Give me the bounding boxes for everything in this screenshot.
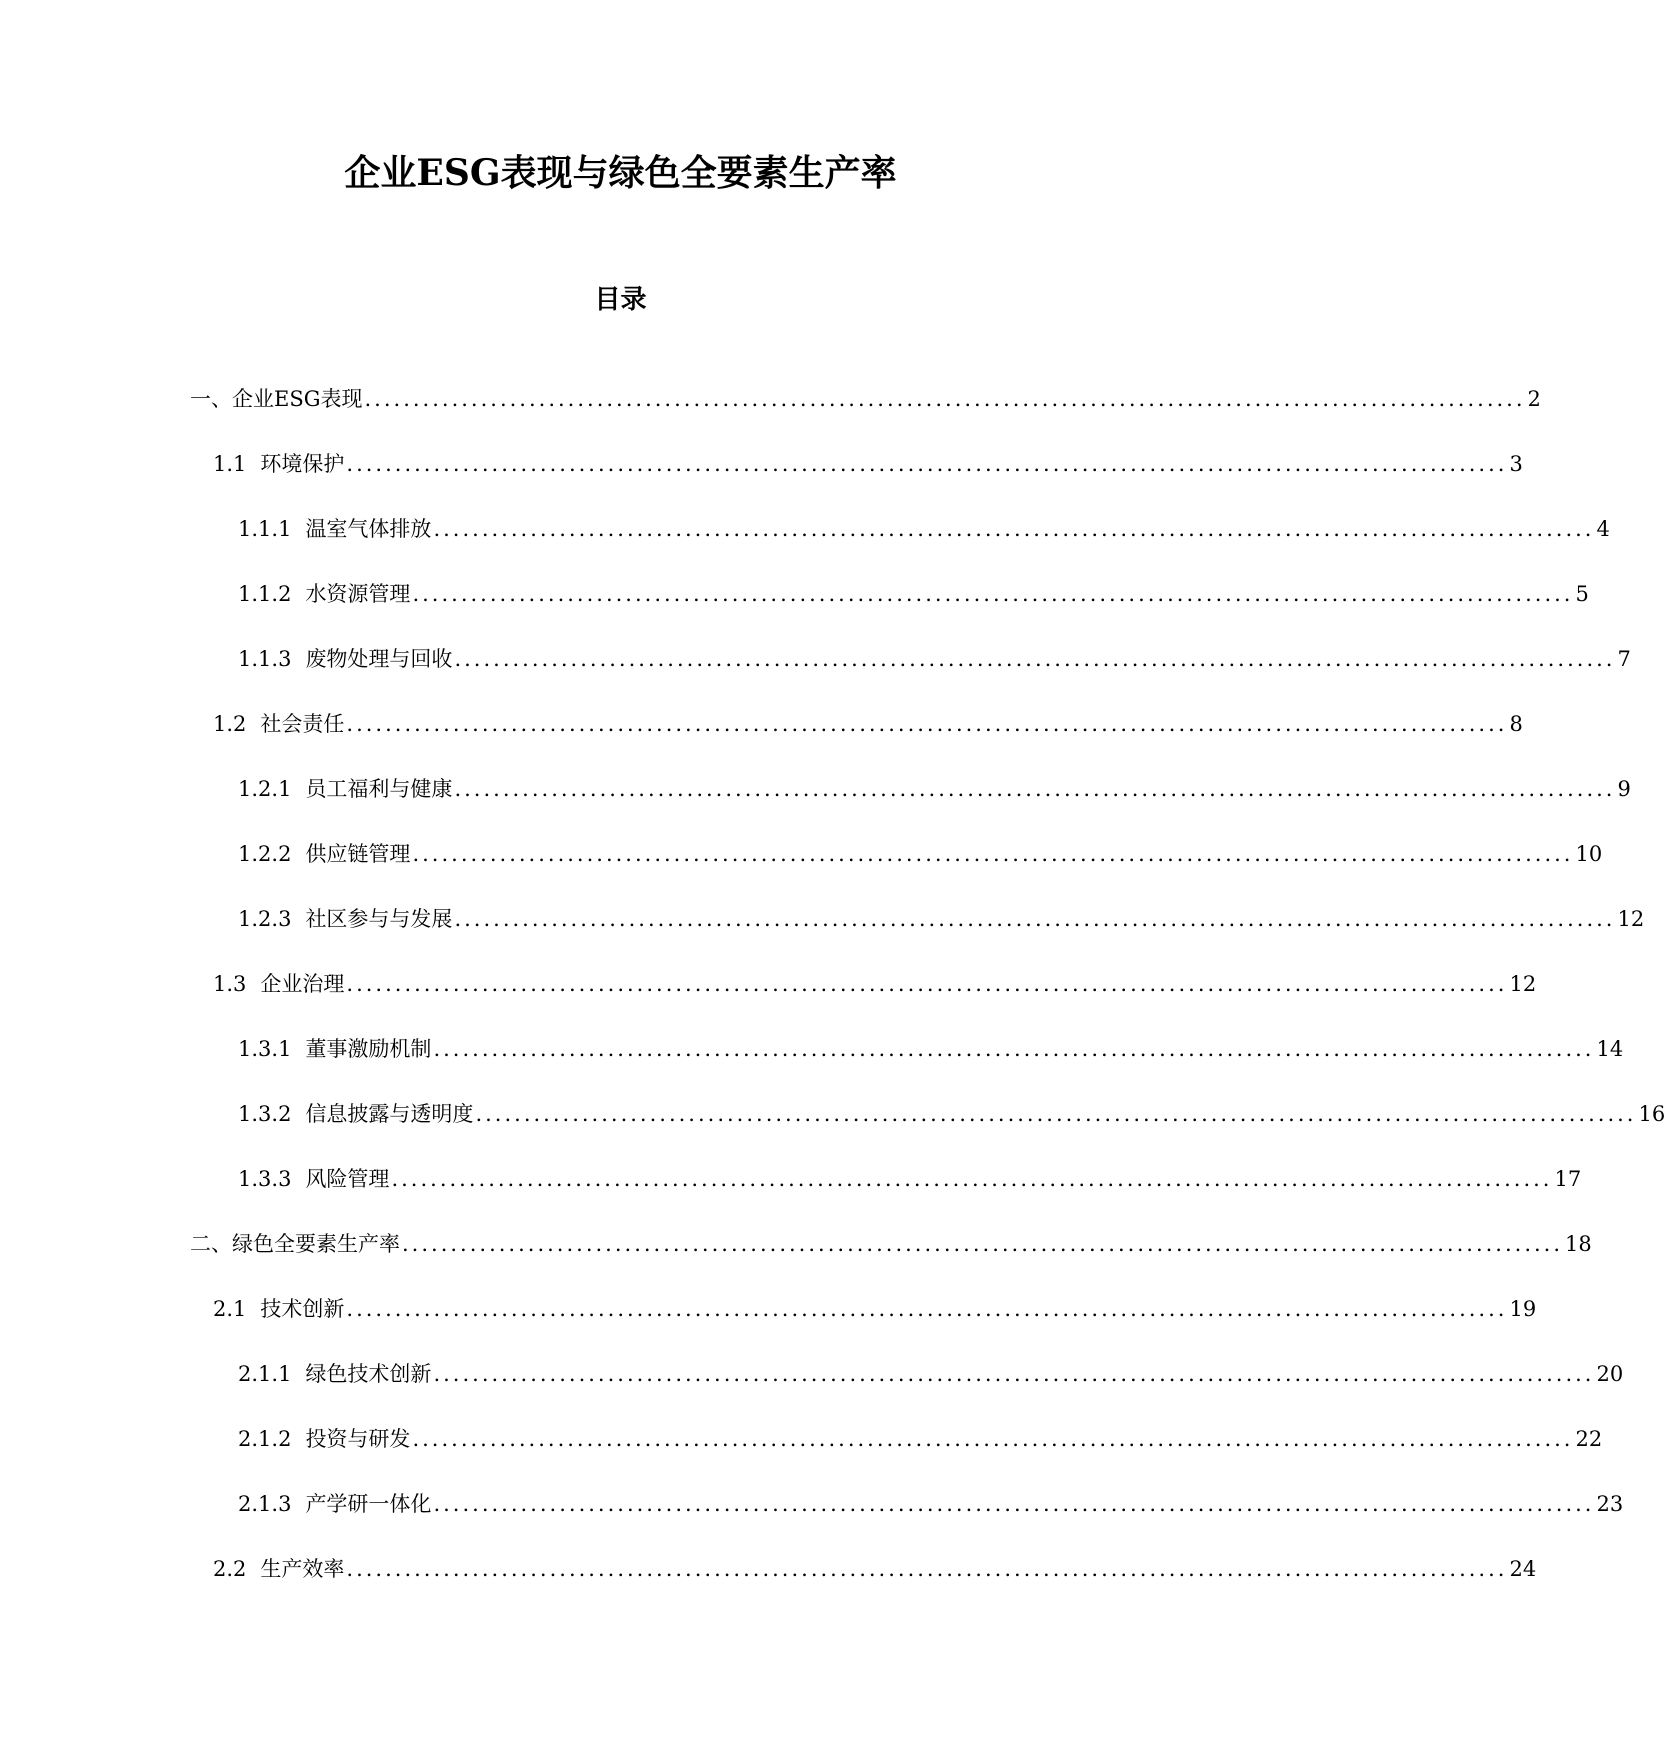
toc-entry[interactable] xyxy=(0,1229,1592,1294)
toc-entry-text: 水资源管理 xyxy=(305,582,411,606)
toc-entry-text: 环境保护 xyxy=(260,452,345,476)
table-of-contents xyxy=(0,384,1665,1619)
toc-dot-leader: ........................................................................................................................ xyxy=(412,1427,1574,1451)
toc-entry-text: 生产效率 xyxy=(260,1557,345,1581)
toc-page-number: 3 xyxy=(1509,452,1523,476)
toc-entry-number: 1.2.2 xyxy=(238,842,292,866)
toc-entry-number: 1.1.1 xyxy=(238,517,292,541)
toc-entry-number: 2.1.1 xyxy=(238,1362,292,1386)
toc-entry[interactable] xyxy=(0,1164,1582,1229)
toc-dot-leader: ........................................................................................................................ xyxy=(346,1557,1508,1581)
toc-page-number: 10 xyxy=(1575,842,1603,866)
toc-entry-text: 社区参与与发展 xyxy=(305,907,453,931)
toc-entry-label xyxy=(213,1294,344,1324)
toc-entry[interactable] xyxy=(0,579,1589,644)
toc-entry-number: 1.3.2 xyxy=(238,1102,292,1126)
toc-page-number: 20 xyxy=(1596,1362,1624,1386)
toc-entry-label xyxy=(238,904,452,934)
toc-dot-leader: ........................................................................................................................ xyxy=(433,1492,1595,1516)
toc-entry-label xyxy=(238,579,410,609)
toc-entry[interactable] xyxy=(0,709,1523,774)
toc-entry-number: 1.2.3 xyxy=(238,907,292,931)
toc-page-number: 19 xyxy=(1509,1297,1537,1321)
toc-entry-number: 2.1.3 xyxy=(238,1492,292,1516)
toc-entry-label xyxy=(238,514,431,544)
toc-entry-label xyxy=(238,1164,389,1194)
toc-entry[interactable] xyxy=(0,449,1523,514)
toc-entry[interactable] xyxy=(0,644,1631,709)
toc-dot-leader: ........................................................................................................................ xyxy=(433,1362,1595,1386)
toc-page-number: 5 xyxy=(1575,582,1589,606)
toc-entry-text: 风险管理 xyxy=(305,1167,390,1191)
toc-dot-leader: ........................................................................................................................ xyxy=(364,387,1526,411)
toc-entry[interactable] xyxy=(0,384,1541,449)
toc-entry[interactable] xyxy=(0,1424,1603,1489)
toc-dot-leader: ........................................................................................................................ xyxy=(346,972,1508,996)
toc-entry-number: 1.1.2 xyxy=(238,582,292,606)
toc-entry[interactable] xyxy=(0,1294,1537,1359)
toc-dot-leader: ........................................................................................................................ xyxy=(433,517,1595,541)
toc-entry-label xyxy=(238,1099,473,1129)
toc-entry-label xyxy=(238,774,452,804)
toc-entry-text: 绿色技术创新 xyxy=(305,1362,432,1386)
toc-entry[interactable] xyxy=(0,969,1537,1034)
toc-entry-text: 供应链管理 xyxy=(305,842,411,866)
toc-dot-leader: ........................................................................................................................ xyxy=(454,777,1616,801)
toc-page-number: 14 xyxy=(1596,1037,1624,1061)
toc-entry-number: 1.1.3 xyxy=(238,647,292,671)
toc-entry-label xyxy=(238,839,410,869)
toc-dot-leader: ........................................................................................................................ xyxy=(454,907,1616,931)
toc-entry[interactable] xyxy=(0,1034,1624,1099)
toc-dot-leader: ........................................................................................................................ xyxy=(402,1232,1564,1256)
toc-dot-leader: ........................................................................................................................ xyxy=(346,1297,1508,1321)
toc-page-number: 12 xyxy=(1617,907,1645,931)
toc-entry-text: 技术创新 xyxy=(260,1297,345,1321)
toc-dot-leader: ........................................................................................................................ xyxy=(475,1102,1637,1126)
toc-heading: 目录 xyxy=(594,285,647,315)
toc-page-number: 4 xyxy=(1596,517,1610,541)
toc-dot-leader: ........................................................................................................................ xyxy=(412,582,1574,606)
toc-entry[interactable] xyxy=(0,904,1645,969)
toc-entry-label xyxy=(238,1034,431,1064)
toc-entry-number: 1.1 xyxy=(213,452,247,476)
toc-entry-text: 企业治理 xyxy=(260,972,345,996)
toc-entry-text: 社会责任 xyxy=(260,712,345,736)
toc-entry-number: 1.3.3 xyxy=(238,1167,292,1191)
toc-entry-number: 2.1.2 xyxy=(238,1427,292,1451)
toc-page-number: 17 xyxy=(1554,1167,1582,1191)
toc-entry-label xyxy=(238,644,452,674)
toc-page-number: 24 xyxy=(1509,1557,1537,1581)
toc-entry-number: 1.2 xyxy=(213,712,247,736)
toc-entry[interactable] xyxy=(0,1099,1665,1164)
toc-entry-label xyxy=(238,1489,431,1519)
toc-entry[interactable] xyxy=(0,1554,1537,1619)
toc-entry-label xyxy=(213,709,344,739)
toc-entry[interactable] xyxy=(0,839,1603,904)
toc-entry-label: 一、企业ESG表现 xyxy=(190,387,363,411)
toc-entry-text: 产学研一体化 xyxy=(305,1492,432,1516)
toc-page-number: 18 xyxy=(1565,1232,1592,1256)
toc-page-number: 23 xyxy=(1596,1492,1624,1516)
toc-dot-leader: ........................................................................................................................ xyxy=(412,842,1574,866)
toc-entry-number: 2.1 xyxy=(213,1297,247,1321)
toc-entry[interactable] xyxy=(0,1489,1624,1554)
toc-entry-number: 1.3 xyxy=(213,972,247,996)
toc-dot-leader: ........................................................................................................................ xyxy=(391,1167,1553,1191)
toc-entry-label xyxy=(213,1554,344,1584)
toc-page-number: 22 xyxy=(1575,1427,1603,1451)
toc-dot-leader: ........................................................................................................................ xyxy=(346,452,1508,476)
document-title: 企业ESG表现与绿色全要素生产率 xyxy=(344,152,897,194)
toc-page-number: 7 xyxy=(1617,647,1631,671)
toc-entry[interactable] xyxy=(0,1359,1624,1424)
toc-entry-text: 废物处理与回收 xyxy=(305,647,453,671)
toc-page-number: 9 xyxy=(1617,777,1631,801)
toc-entry[interactable] xyxy=(0,514,1610,579)
toc-dot-leader: ........................................................................................................................ xyxy=(433,1037,1595,1061)
toc-entry-label xyxy=(238,1424,410,1454)
toc-entry-label xyxy=(238,1359,431,1389)
toc-entry-text: 员工福利与健康 xyxy=(305,777,453,801)
toc-dot-leader: ........................................................................................................................ xyxy=(454,647,1616,671)
toc-page-number: 12 xyxy=(1509,972,1537,996)
toc-entry-text: 温室气体排放 xyxy=(305,517,432,541)
toc-entry-text: 信息披露与透明度 xyxy=(305,1102,474,1126)
toc-entry-label xyxy=(213,969,344,999)
toc-entry-text: 董事激励机制 xyxy=(305,1037,432,1061)
toc-page-number: 16 xyxy=(1638,1102,1665,1126)
toc-page-number: 8 xyxy=(1509,712,1523,736)
toc-entry-label xyxy=(213,449,344,479)
toc-entry-text: 投资与研发 xyxy=(305,1427,411,1451)
toc-dot-leader: ........................................................................................................................ xyxy=(346,712,1508,736)
toc-entry-number: 1.3.1 xyxy=(238,1037,292,1061)
toc-page-number: 2 xyxy=(1527,387,1541,411)
toc-entry-number: 1.2.1 xyxy=(238,777,292,801)
toc-entry-label: 二、绿色全要素生产率 xyxy=(190,1232,400,1256)
toc-entry-number: 2.2 xyxy=(213,1557,247,1581)
toc-entry[interactable] xyxy=(0,774,1631,839)
